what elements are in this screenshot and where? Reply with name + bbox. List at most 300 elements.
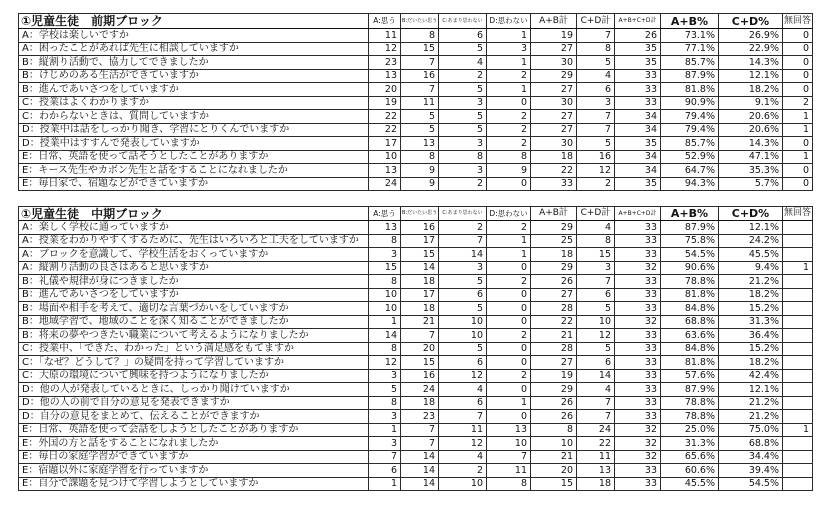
header-row bbox=[19, 14, 813, 29]
cell-cd-percent: 68.8% bbox=[719, 437, 783, 451]
cell-ab-total: 30 bbox=[531, 137, 577, 151]
cell-c-mostly-disagree: 6 bbox=[439, 288, 487, 302]
cell-ab-percent: 81.8% bbox=[661, 288, 719, 302]
cell-d-disagree: 8 bbox=[487, 477, 531, 491]
row-question-label: A：ブロックを意識して、学校生活をおくっていますか bbox=[19, 248, 369, 262]
cell-b-mostly-agree: 7 bbox=[401, 83, 439, 97]
cell-all-total: 33 bbox=[615, 396, 661, 410]
cell-ab-total: 28 bbox=[531, 302, 577, 316]
cell-ab-percent: 31.3% bbox=[661, 437, 719, 451]
header-b-mostly-agree: B:だいたい思う bbox=[401, 14, 439, 29]
cell-ab-total: 29 bbox=[531, 69, 577, 83]
cell-ab-total: 26 bbox=[531, 275, 577, 289]
table-row bbox=[19, 234, 813, 248]
cell-c-mostly-disagree: 10 bbox=[439, 315, 487, 329]
cell-b-mostly-agree: 8 bbox=[401, 29, 439, 43]
cell-cd-percent: 35.3% bbox=[719, 164, 783, 178]
cell-ab-percent: 68.8% bbox=[661, 315, 719, 329]
cell-ab-percent: 52.9% bbox=[661, 150, 719, 164]
cell-cd-percent: 9.1% bbox=[719, 96, 783, 110]
table-body bbox=[19, 29, 813, 191]
cell-all-total: 34 bbox=[615, 110, 661, 124]
cell-ab-total: 21 bbox=[531, 450, 577, 464]
cell-b-mostly-agree: 14 bbox=[401, 261, 439, 275]
cell-c-mostly-disagree: 2 bbox=[439, 464, 487, 478]
cell-cd-total: 8 bbox=[577, 42, 615, 56]
cell-cd-total: 18 bbox=[577, 477, 615, 491]
cell-all-total: 35 bbox=[615, 137, 661, 151]
cell-cd-percent: 21.2% bbox=[719, 275, 783, 289]
cell-no-answer: 0 bbox=[783, 177, 813, 191]
cell-c-mostly-disagree: 5 bbox=[439, 123, 487, 137]
cell-b-mostly-agree: 14 bbox=[401, 464, 439, 478]
cell-c-mostly-disagree: 8 bbox=[439, 150, 487, 164]
cell-c-mostly-disagree: 3 bbox=[439, 96, 487, 110]
cell-b-mostly-agree: 17 bbox=[401, 288, 439, 302]
cell-a-agree: 20 bbox=[369, 83, 401, 97]
cell-all-total: 33 bbox=[615, 221, 661, 235]
cell-cd-total: 4 bbox=[577, 383, 615, 397]
cell-all-total: 33 bbox=[615, 383, 661, 397]
cell-no-answer bbox=[783, 342, 813, 356]
cell-a-agree: 12 bbox=[369, 42, 401, 56]
cell-cd-total: 5 bbox=[577, 342, 615, 356]
cell-a-agree: 17 bbox=[369, 137, 401, 151]
cell-ab-percent: 84.8% bbox=[661, 302, 719, 316]
cell-cd-total: 5 bbox=[577, 137, 615, 151]
cell-no-answer bbox=[783, 437, 813, 451]
cell-cd-total: 2 bbox=[577, 177, 615, 191]
cell-no-answer bbox=[783, 329, 813, 343]
header-all-total: A+B+C+D計 bbox=[615, 207, 661, 221]
cell-cd-percent: 18.2% bbox=[719, 288, 783, 302]
cell-a-agree: 10 bbox=[369, 288, 401, 302]
table-row bbox=[19, 396, 813, 410]
cell-c-mostly-disagree: 6 bbox=[439, 29, 487, 43]
cell-cd-total: 7 bbox=[577, 110, 615, 124]
header-a-agree: A:思う bbox=[369, 14, 401, 29]
cell-cd-percent: 75.0% bbox=[719, 423, 783, 437]
cell-no-answer: 1 bbox=[783, 150, 813, 164]
cell-no-answer: 0 bbox=[783, 69, 813, 83]
cell-d-disagree: 9 bbox=[487, 164, 531, 178]
cell-no-answer bbox=[783, 396, 813, 410]
cell-ab-total: 28 bbox=[531, 342, 577, 356]
cell-cd-total: 15 bbox=[577, 248, 615, 262]
cell-b-mostly-agree: 15 bbox=[401, 356, 439, 370]
cell-ab-percent: 60.6% bbox=[661, 464, 719, 478]
table-row bbox=[19, 423, 813, 437]
cell-b-mostly-agree: 15 bbox=[401, 42, 439, 56]
cell-cd-total: 7 bbox=[577, 275, 615, 289]
cell-cd-total: 5 bbox=[577, 56, 615, 70]
header-d-disagree: D:思わない bbox=[487, 207, 531, 221]
cell-d-disagree: 0 bbox=[487, 383, 531, 397]
cell-d-disagree: 0 bbox=[487, 315, 531, 329]
cell-d-disagree: 0 bbox=[487, 288, 531, 302]
cell-all-total: 32 bbox=[615, 261, 661, 275]
table-row bbox=[19, 410, 813, 424]
cell-no-answer bbox=[783, 450, 813, 464]
cell-d-disagree: 2 bbox=[487, 329, 531, 343]
cell-all-total: 33 bbox=[615, 369, 661, 383]
cell-no-answer: 1 bbox=[783, 261, 813, 275]
survey-table-middle-block bbox=[18, 206, 813, 491]
table-row bbox=[19, 261, 813, 275]
cell-ab-percent: 87.9% bbox=[661, 383, 719, 397]
cell-cd-total: 13 bbox=[577, 464, 615, 478]
table-row bbox=[19, 110, 813, 124]
cell-b-mostly-agree: 9 bbox=[401, 177, 439, 191]
cell-no-answer: 2 bbox=[783, 96, 813, 110]
cell-all-total: 33 bbox=[615, 342, 661, 356]
table-row bbox=[19, 69, 813, 83]
cell-ab-percent: 78.8% bbox=[661, 410, 719, 424]
row-question-label: C：大原の環境について興味を持つようになりましたか bbox=[19, 369, 369, 383]
cell-cd-total: 3 bbox=[577, 96, 615, 110]
cell-c-mostly-disagree: 7 bbox=[439, 410, 487, 424]
cell-ab-percent: 85.7% bbox=[661, 56, 719, 70]
cell-ab-total: 29 bbox=[531, 221, 577, 235]
cell-cd-total: 11 bbox=[577, 450, 615, 464]
survey-table-early-block bbox=[18, 13, 813, 191]
row-question-label: E：日常、英語を使って話そうとしたことがありますか bbox=[19, 150, 369, 164]
cell-b-mostly-agree: 14 bbox=[401, 477, 439, 491]
header-cd-total: C+D計 bbox=[577, 14, 615, 29]
cell-cd-total: 7 bbox=[577, 123, 615, 137]
cell-a-agree: 8 bbox=[369, 396, 401, 410]
header-c-mostly-disagree: C:あまり思わない bbox=[439, 14, 487, 29]
table-title: ①児童生徒 前期ブロック bbox=[19, 14, 369, 29]
cell-a-agree: 8 bbox=[369, 234, 401, 248]
cell-a-agree: 11 bbox=[369, 29, 401, 43]
row-question-label: C：わからないときは、質問していますか bbox=[19, 110, 369, 124]
cell-b-mostly-agree: 18 bbox=[401, 302, 439, 316]
cell-all-total: 33 bbox=[615, 288, 661, 302]
cell-b-mostly-agree: 7 bbox=[401, 329, 439, 343]
cell-cd-percent: 36.4% bbox=[719, 329, 783, 343]
cell-cd-total: 10 bbox=[577, 315, 615, 329]
cell-d-disagree: 2 bbox=[487, 123, 531, 137]
header-no-answer: 無回答 bbox=[783, 207, 813, 221]
cell-c-mostly-disagree: 2 bbox=[439, 221, 487, 235]
cell-d-disagree: 1 bbox=[487, 396, 531, 410]
table-row bbox=[19, 275, 813, 289]
cell-no-answer bbox=[783, 464, 813, 478]
cell-c-mostly-disagree: 7 bbox=[439, 234, 487, 248]
cell-ab-percent: 77.1% bbox=[661, 42, 719, 56]
cell-c-mostly-disagree: 11 bbox=[439, 423, 487, 437]
table-row bbox=[19, 329, 813, 343]
cell-cd-percent: 15.2% bbox=[719, 302, 783, 316]
cell-a-agree: 6 bbox=[369, 464, 401, 478]
cell-a-agree: 5 bbox=[369, 383, 401, 397]
cell-cd-percent: 15.2% bbox=[719, 342, 783, 356]
cell-d-disagree: 0 bbox=[487, 177, 531, 191]
table-row bbox=[19, 248, 813, 262]
cell-d-disagree: 2 bbox=[487, 369, 531, 383]
cell-cd-percent: 39.4% bbox=[719, 464, 783, 478]
cell-ab-percent: 79.4% bbox=[661, 123, 719, 137]
cell-ab-percent: 87.9% bbox=[661, 69, 719, 83]
cell-all-total: 32 bbox=[615, 423, 661, 437]
cell-a-agree: 3 bbox=[369, 437, 401, 451]
cell-d-disagree: 2 bbox=[487, 275, 531, 289]
cell-cd-percent: 34.4% bbox=[719, 450, 783, 464]
row-question-label: D：他の人が発表しているときに、しっかり聞けていますか bbox=[19, 383, 369, 397]
cell-b-mostly-agree: 7 bbox=[401, 56, 439, 70]
row-question-label: C：「なぜ？どうして？」の疑問を持って学習していますか bbox=[19, 356, 369, 370]
header-c-mostly-disagree: C:あまり思わない bbox=[439, 207, 487, 221]
cell-d-disagree: 1 bbox=[487, 56, 531, 70]
table-row bbox=[19, 437, 813, 451]
cell-a-agree: 10 bbox=[369, 150, 401, 164]
cell-c-mostly-disagree: 6 bbox=[439, 356, 487, 370]
cell-cd-total: 7 bbox=[577, 410, 615, 424]
table-row bbox=[19, 56, 813, 70]
cell-a-agree: 14 bbox=[369, 329, 401, 343]
cell-cd-percent: 42.4% bbox=[719, 369, 783, 383]
row-question-label: B：地域学習で、地域のことを深く知ることができましたか bbox=[19, 315, 369, 329]
cell-a-agree: 1 bbox=[369, 315, 401, 329]
cell-no-answer bbox=[783, 234, 813, 248]
cell-ab-total: 27 bbox=[531, 110, 577, 124]
cell-d-disagree: 1 bbox=[487, 248, 531, 262]
cell-cd-percent: 47.1% bbox=[719, 150, 783, 164]
row-question-label: A：困ったことがあれば先生に相談していますか bbox=[19, 42, 369, 56]
cell-b-mostly-agree: 16 bbox=[401, 221, 439, 235]
cell-c-mostly-disagree: 12 bbox=[439, 437, 487, 451]
cell-c-mostly-disagree: 6 bbox=[439, 396, 487, 410]
cell-cd-total: 24 bbox=[577, 423, 615, 437]
cell-cd-percent: 9.4% bbox=[719, 261, 783, 275]
cell-a-agree: 22 bbox=[369, 123, 401, 137]
cell-d-disagree: 0 bbox=[487, 356, 531, 370]
table-row bbox=[19, 29, 813, 43]
cell-c-mostly-disagree: 4 bbox=[439, 56, 487, 70]
cell-b-mostly-agree: 18 bbox=[401, 275, 439, 289]
cell-d-disagree: 7 bbox=[487, 450, 531, 464]
cell-no-answer: 0 bbox=[783, 137, 813, 151]
table-row bbox=[19, 477, 813, 491]
cell-cd-percent: 18.2% bbox=[719, 83, 783, 97]
cell-all-total: 33 bbox=[615, 83, 661, 97]
cell-a-agree: 15 bbox=[369, 261, 401, 275]
table-row bbox=[19, 137, 813, 151]
cell-all-total: 33 bbox=[615, 234, 661, 248]
cell-ab-total: 10 bbox=[531, 437, 577, 451]
header-ab-percent: A+B% bbox=[661, 207, 719, 221]
cell-cd-total: 7 bbox=[577, 29, 615, 43]
cell-cd-total: 6 bbox=[577, 288, 615, 302]
cell-all-total: 32 bbox=[615, 437, 661, 451]
cell-c-mostly-disagree: 10 bbox=[439, 329, 487, 343]
cell-ab-percent: 94.3% bbox=[661, 177, 719, 191]
cell-cd-percent: 24.2% bbox=[719, 234, 783, 248]
table-row bbox=[19, 315, 813, 329]
cell-ab-total: 29 bbox=[531, 261, 577, 275]
cell-all-total: 32 bbox=[615, 450, 661, 464]
row-question-label: C：授業中、「できた、わかった」という満足感をもてますか bbox=[19, 342, 369, 356]
table-row bbox=[19, 96, 813, 110]
cell-ab-total: 15 bbox=[531, 477, 577, 491]
cell-cd-percent: 20.6% bbox=[719, 110, 783, 124]
cell-c-mostly-disagree: 3 bbox=[439, 261, 487, 275]
cell-ab-total: 27 bbox=[531, 123, 577, 137]
cell-no-answer bbox=[783, 275, 813, 289]
table-row bbox=[19, 383, 813, 397]
cell-a-agree: 1 bbox=[369, 423, 401, 437]
header-ab-percent: A+B% bbox=[661, 14, 719, 29]
cell-ab-percent: 90.9% bbox=[661, 96, 719, 110]
cell-b-mostly-agree: 15 bbox=[401, 248, 439, 262]
cell-no-answer bbox=[783, 248, 813, 262]
cell-ab-percent: 78.8% bbox=[661, 275, 719, 289]
row-question-label: E：宿題以外に家庭学習を行っていますか bbox=[19, 464, 369, 478]
cell-a-agree: 10 bbox=[369, 302, 401, 316]
cell-ab-total: 33 bbox=[531, 177, 577, 191]
cell-d-disagree: 0 bbox=[487, 410, 531, 424]
row-question-label: B：縦割り活動で、協力してできましたか bbox=[19, 56, 369, 70]
cell-cd-total: 4 bbox=[577, 221, 615, 235]
cell-cd-percent: 31.3% bbox=[719, 315, 783, 329]
cell-d-disagree: 0 bbox=[487, 342, 531, 356]
cell-d-disagree: 0 bbox=[487, 261, 531, 275]
row-question-label: B：将来の夢やつきたい職業について考えるようになりましたか bbox=[19, 329, 369, 343]
cell-cd-total: 4 bbox=[577, 69, 615, 83]
cell-ab-total: 21 bbox=[531, 329, 577, 343]
cell-b-mostly-agree: 17 bbox=[401, 234, 439, 248]
cell-cd-percent: 54.5% bbox=[719, 477, 783, 491]
cell-c-mostly-disagree: 2 bbox=[439, 177, 487, 191]
table-row bbox=[19, 123, 813, 137]
table-row bbox=[19, 369, 813, 383]
cell-cd-total: 12 bbox=[577, 329, 615, 343]
table-row bbox=[19, 221, 813, 235]
cell-d-disagree: 0 bbox=[487, 302, 531, 316]
cell-cd-total: 8 bbox=[577, 234, 615, 248]
cell-all-total: 33 bbox=[615, 69, 661, 83]
cell-ab-percent: 25.0% bbox=[661, 423, 719, 437]
cell-ab-total: 22 bbox=[531, 164, 577, 178]
cell-all-total: 34 bbox=[615, 164, 661, 178]
table-body bbox=[19, 221, 813, 491]
cell-cd-percent: 14.3% bbox=[719, 56, 783, 70]
cell-c-mostly-disagree: 4 bbox=[439, 383, 487, 397]
header-row bbox=[19, 207, 813, 221]
cell-d-disagree: 2 bbox=[487, 137, 531, 151]
cell-cd-percent: 18.2% bbox=[719, 356, 783, 370]
cell-ab-percent: 75.8% bbox=[661, 234, 719, 248]
cell-b-mostly-agree: 7 bbox=[401, 437, 439, 451]
cell-b-mostly-agree: 21 bbox=[401, 315, 439, 329]
cell-cd-total: 14 bbox=[577, 369, 615, 383]
cell-a-agree: 3 bbox=[369, 410, 401, 424]
cell-no-answer bbox=[783, 356, 813, 370]
cell-all-total: 33 bbox=[615, 477, 661, 491]
cell-d-disagree: 0 bbox=[487, 96, 531, 110]
cell-c-mostly-disagree: 5 bbox=[439, 275, 487, 289]
cell-no-answer: 0 bbox=[783, 56, 813, 70]
cell-cd-total: 12 bbox=[577, 164, 615, 178]
cell-ab-percent: 63.6% bbox=[661, 329, 719, 343]
table-row bbox=[19, 42, 813, 56]
table-row bbox=[19, 83, 813, 97]
header-b-mostly-agree: B:だいたい思う bbox=[401, 207, 439, 221]
cell-ab-percent: 79.4% bbox=[661, 110, 719, 124]
cell-all-total: 35 bbox=[615, 42, 661, 56]
cell-cd-percent: 20.6% bbox=[719, 123, 783, 137]
header-a-agree: A:思う bbox=[369, 207, 401, 221]
row-question-label: E：キース先生やカボン先生と話をすることになれましたか bbox=[19, 164, 369, 178]
row-question-label: A：縦割り活動の良さはあると思いますか bbox=[19, 261, 369, 275]
header-ab-total: A+B計 bbox=[531, 207, 577, 221]
cell-c-mostly-disagree: 14 bbox=[439, 248, 487, 262]
cell-b-mostly-agree: 16 bbox=[401, 369, 439, 383]
cell-all-total: 33 bbox=[615, 96, 661, 110]
table-row bbox=[19, 356, 813, 370]
cell-b-mostly-agree: 7 bbox=[401, 423, 439, 437]
cell-ab-percent: 84.8% bbox=[661, 342, 719, 356]
row-question-label: C：授業はよくわかりますか bbox=[19, 96, 369, 110]
cell-d-disagree: 3 bbox=[487, 42, 531, 56]
row-question-label: B：場面や相手を考えて、適切な言葉づかいをしていますか bbox=[19, 302, 369, 316]
cell-a-agree: 8 bbox=[369, 275, 401, 289]
cell-no-answer: 1 bbox=[783, 423, 813, 437]
cell-a-agree: 3 bbox=[369, 248, 401, 262]
cell-d-disagree: 1 bbox=[487, 29, 531, 43]
cell-b-mostly-agree: 18 bbox=[401, 396, 439, 410]
cell-a-agree: 13 bbox=[369, 69, 401, 83]
cell-a-agree: 13 bbox=[369, 221, 401, 235]
row-question-label: D：授業中はすすんで発表していますか bbox=[19, 137, 369, 151]
cell-all-total: 33 bbox=[615, 302, 661, 316]
table-row bbox=[19, 177, 813, 191]
table-row bbox=[19, 150, 813, 164]
cell-ab-total: 25 bbox=[531, 234, 577, 248]
cell-b-mostly-agree: 8 bbox=[401, 150, 439, 164]
cell-no-answer bbox=[783, 302, 813, 316]
table-row bbox=[19, 288, 813, 302]
cell-c-mostly-disagree: 5 bbox=[439, 110, 487, 124]
cell-ab-total: 27 bbox=[531, 356, 577, 370]
cell-cd-total: 16 bbox=[577, 150, 615, 164]
cell-no-answer bbox=[783, 383, 813, 397]
cell-d-disagree: 11 bbox=[487, 464, 531, 478]
cell-b-mostly-agree: 23 bbox=[401, 410, 439, 424]
cell-cd-percent: 26.9% bbox=[719, 29, 783, 43]
cell-ab-percent: 81.8% bbox=[661, 83, 719, 97]
cell-ab-total: 27 bbox=[531, 83, 577, 97]
cell-b-mostly-agree: 5 bbox=[401, 110, 439, 124]
cell-no-answer: 1 bbox=[783, 123, 813, 137]
cell-ab-total: 29 bbox=[531, 383, 577, 397]
row-question-label: D：他の人の前で自分の意見を発表できますか bbox=[19, 396, 369, 410]
cell-a-agree: 22 bbox=[369, 110, 401, 124]
cell-a-agree: 7 bbox=[369, 450, 401, 464]
row-question-label: B：進んであいさつをしていますか bbox=[19, 288, 369, 302]
cell-cd-percent: 12.1% bbox=[719, 221, 783, 235]
cell-b-mostly-agree: 11 bbox=[401, 96, 439, 110]
cell-ab-percent: 85.7% bbox=[661, 137, 719, 151]
cell-ab-total: 26 bbox=[531, 396, 577, 410]
cell-a-agree: 13 bbox=[369, 164, 401, 178]
cell-cd-percent: 12.1% bbox=[719, 69, 783, 83]
cell-cd-total: 6 bbox=[577, 83, 615, 97]
cell-no-answer: 0 bbox=[783, 164, 813, 178]
cell-c-mostly-disagree: 10 bbox=[439, 477, 487, 491]
cell-ab-total: 20 bbox=[531, 464, 577, 478]
